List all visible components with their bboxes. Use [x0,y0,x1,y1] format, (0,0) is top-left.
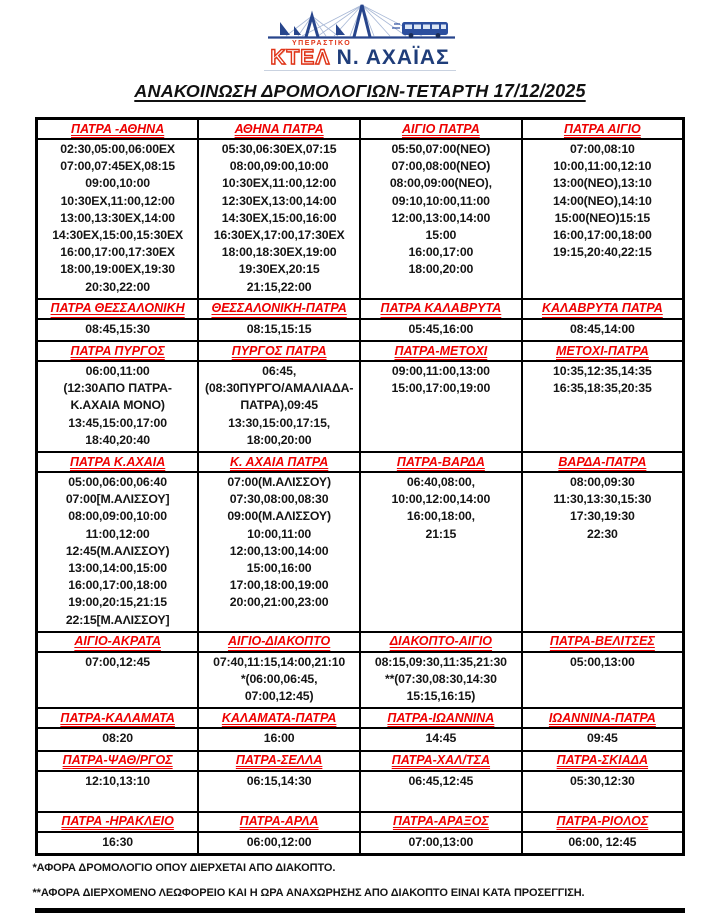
time-line: 16:30 [102,834,133,849]
time-line: 12:00,13:00,14:00 [229,543,329,558]
times-cell [198,832,360,855]
route-header: ΠΑΤΡΑ-ΚΑΛΑΜΑΤΑ [37,708,199,728]
ktel-logo [240,2,480,71]
time-line: Κ.ΑΧΑΙΑ ΜΟΝΟ) [70,398,165,413]
time-line: 13:30,15:00,17:15, [228,415,331,430]
time-line: 07:00,13:00 [408,834,474,849]
route-header: ΠΑΤΡΑ-ΧΑΛ/ΤΣΑ [360,751,522,771]
time-line: 09:45 [587,731,618,746]
time-line: 19:30EX,20:15 [238,262,320,277]
time-line: 16:00,17:00,18:00 [68,578,167,593]
time-line: 13:45,15:00,17:00 [68,415,167,430]
time-line: 15:00,17:00,19:00 [391,381,491,396]
time-line: 13:00,14:00,15:00 [68,561,167,576]
time-line: 08:00,09:30 [570,475,635,490]
time-line: 13:00(NEO),13:10 [552,176,652,191]
time-line: 09:00,10:00 [85,176,150,191]
times-cell [37,319,199,341]
time-line: 10:30EX,11:00,12:00 [60,193,175,208]
route-header-row [37,812,684,832]
time-line: 12:30EX,13:00,14:00 [221,193,337,208]
route-header: ΠΑΤΡΑ-ΜΕΤΟΧΙ [360,341,522,361]
time-line: 05:30,06:30EX,07:15 [221,142,337,156]
times-cell [522,139,684,299]
times-cell [37,771,199,812]
times-cell [198,139,360,299]
times-cell [37,361,199,452]
time-line: 07:40,11:15,14:00,21:10 [213,654,346,669]
route-header-row [37,299,684,319]
times-cell [360,139,522,299]
time-line: 10:30EX,11:00,12:00 [222,176,337,191]
route-header: ΠΑΤΡΑ ΘΕΣΣΑΛΟΝΙΚΗ [37,299,199,319]
timetable [35,117,685,856]
logo-ktel-text: ΚΤΕΛ [270,46,331,69]
time-line: **(07:30,08:30,14:30 [384,672,497,687]
bottom-divider-bar [35,908,685,913]
time-line: 06:00,12:00 [246,834,312,849]
time-line: 10:00,11:00,12:10 [553,159,652,174]
time-line: 16:00,18:00, [406,509,475,524]
route-header: ΚΑΛΑΜΑΤΑ-ΠΑΤΡΑ [198,708,360,728]
route-header-row [37,341,684,361]
times-cell [198,728,360,750]
times-cell [360,472,522,632]
time-line: (12:30ΑΠΟ ΠΑΤΡΑ- [63,381,172,396]
route-header: ΠΑΤΡΑ -ΑΘΗΝΑ [37,119,199,140]
route-header: ΠΑΤΡΑ-ΣΚΙΑΔΑ [522,751,684,771]
time-line: 09:00(Μ.ΑΛΙΣΣΟΥ) [227,509,331,524]
time-line: 07:30,08:00,08:30 [229,492,329,507]
times-cell [360,319,522,341]
time-line: 18:00,19:00EX,19:30 [60,262,175,277]
times-cell [37,728,199,750]
time-line: 06:45, [262,364,297,379]
time-line: 05:00,13:00 [570,654,635,669]
bus-icon [392,22,448,38]
times-cell [360,728,522,750]
time-line: 07:00,08:00(NEO) [391,159,491,174]
route-header-row [37,708,684,728]
times-cell [522,319,684,341]
time-line: 07:00,12:45) [244,689,314,704]
time-line: ΠΑΤΡΑ),09:45 [240,398,318,413]
time-line: 08:15,15:15 [246,321,312,336]
time-line: 15:15,16:15) [406,689,476,704]
time-line: 12:10,13:10 [85,773,150,788]
route-header: ΚΑΛΑΒΡΥΤΑ ΠΑΤΡΑ [522,299,684,319]
time-line: 02:30,05:00,06:00EX [60,142,175,156]
time-line: 22:15[Μ.ΑΛΙΣΣΟΥ] [65,612,170,627]
time-line: 18:40,20:40 [85,432,150,447]
time-line: 16:00,17:00 [408,245,474,260]
route-header: ΠΑΤΡΑ-ΙΩΑΝΝΙΝΑ [360,708,522,728]
times-row [37,771,684,812]
time-line: 12:45(Μ.ΑΛΙΣΣΟΥ) [65,543,170,558]
route-header: Κ. ΑΧΑΙΑ ΠΑΤΡΑ [198,452,360,472]
times-cell [360,771,522,812]
time-line: 16:00,17:00,17:30EX [60,245,175,260]
route-header: ΠΑΤΡΑ-ΣΕΛΛΑ [198,751,360,771]
time-line: 08:20 [102,731,133,746]
route-header: ΔΙΑΚΟΠΤΟ-ΑΙΓΙΟ [360,632,522,652]
times-cell [198,361,360,452]
time-line: 19:15,20:40,22:15 [553,245,652,260]
route-header-row [37,119,684,140]
times-row [37,139,684,299]
times-cell [37,652,199,709]
route-header: ΠΑΤΡΑ-ΑΡΛΑ [198,812,360,832]
route-header: ΠΑΤΡΑ-ΒΑΡΔΑ [360,452,522,472]
time-line: 05:50,07:00(NEO) [391,142,491,156]
time-line: 13:00,13:30EX,14:00 [60,210,175,225]
time-line: 11:30,13:30,15:30 [553,492,652,507]
times-cell [198,771,360,812]
times-row [37,472,684,632]
route-header: ΠΑΤΡΑ-ΡΙΟΛΟΣ [522,812,684,832]
time-line: 16:00 [263,731,295,746]
time-line: 11:00,12:00 [85,526,150,541]
time-line: 06:40,08:00, [406,475,475,490]
time-line: 18:00,20:00 [246,432,312,447]
route-header-row [37,632,684,652]
time-line: 10:35,12:35,14:35 [553,364,652,379]
times-row [37,319,684,341]
timetable-body [37,119,684,855]
route-header: ΜΕΤΟΧΙ-ΠΑΤΡΑ [522,341,684,361]
time-line: 09:00,11:00,13:00 [391,364,490,379]
time-line: 17:30,19:30 [570,509,635,524]
times-cell [37,832,199,855]
times-cell [522,652,684,709]
times-cell [360,832,522,855]
time-line: 16:30EX,17:00,17:30EX [213,228,345,243]
route-header: ΠΑΤΡΑ ΠΥΡΓΟΣ [37,341,199,361]
route-header: ΠΑΤΡΑ Κ.ΑΧΑΙΑ [37,452,199,472]
time-line: 08:00,09:00,10:00 [68,509,167,524]
time-line: 07:00,12:45 [85,654,150,669]
times-cell [198,472,360,632]
times-cell [37,472,199,632]
route-header: ΑΙΓΙΟ-ΔΙΑΚΟΠΤΟ [198,632,360,652]
time-line: 18:00,18:30EX,19:00 [221,245,337,260]
time-line: 14:30EX,15:00,16:00 [221,210,337,225]
route-header: ΠΑΤΡΑ-ΨΑΘ/ΡΓΟΣ [37,751,199,771]
time-line: 14:45 [425,731,457,746]
page-title: ΑΝΑΚΟΙΝΩΣΗ ΔΡΟΜΟΛΟΓΙΩΝ-ΤΕΤΑΡΤΗ 17/12/2025 [134,81,586,101]
time-line: 15:00 [425,228,457,243]
announcement-page [0,2,720,899]
times-cell [522,472,684,632]
time-line: 05:30,12:30 [570,773,635,788]
time-line: 18:00,20:00 [408,262,474,277]
route-header: ΑΘΗΝΑ ΠΑΤΡΑ [198,119,360,140]
time-line: 07:00,07:45EX,08:15 [60,159,175,174]
times-cell [522,361,684,452]
route-header: ΘΕΣΣΑΛΟΝΙΚΗ-ΠΑΤΡΑ [198,299,360,319]
time-line: 05:00,06:00,06:40 [68,475,167,490]
time-line: 10:00,12:00,14:00 [391,492,491,507]
time-line: 17:00,18:00,19:00 [229,578,329,593]
time-line: 20:30,22:00 [85,279,150,294]
times-row [37,832,684,855]
logo-region-text: Ν. ΑΧΑΪΑΣ [336,46,450,69]
time-line: 19:00,20:15,21:15 [68,595,167,610]
time-line: 20:00,21:00,23:00 [229,595,329,610]
time-line: 08:00,09:00,10:00 [229,159,329,174]
time-line: 05:45,16:00 [408,321,474,336]
time-line: 15:00(NEO)15:15 [554,210,651,225]
time-line: 08:45,14:00 [570,321,635,336]
time-line: (08:30ΠΥΡΓΟ/ΑΜΑΛΙΑΔΑ- [204,381,354,396]
time-line: 08:00,09:00(NEO), [389,176,492,191]
time-line: 14:30EX,15:00,15:30EX [52,228,184,243]
times-row [37,728,684,750]
time-line: *(06:00,06:45, [240,672,318,687]
time-line: 15:00,16:00 [246,561,312,576]
times-cell [360,361,522,452]
time-line: 06:15,14:30 [246,773,312,788]
route-header-row [37,452,684,472]
times-cell [37,139,199,299]
time-line: 21:15,22:00 [246,279,312,294]
times-row [37,361,684,452]
times-cell [198,319,360,341]
route-header: ΠΑΤΡΑ-ΒΕΛΙΤΣΕΣ [522,632,684,652]
time-line: 16:35,18:35,20:35 [553,381,652,396]
bridge-bus-logo-graphic [250,2,470,42]
time-line: 14:00(NEO),14:10 [552,193,652,208]
logo-top-label: ΥΠΕΡΑΣΤΙΚΟ [292,40,352,47]
time-line: 10:00,11:00 [247,526,312,541]
times-row [37,652,684,709]
route-header: ΠΑΤΡΑ-ΑΡΑΞΟΣ [360,812,522,832]
route-header: ΒΑΡΔΑ-ΠΑΤΡΑ [522,452,684,472]
times-cell [522,728,684,750]
route-header-row [37,751,684,771]
time-line: 21:15 [425,526,457,541]
times-cell [198,652,360,709]
route-header: ΑΙΓΙΟ-ΑΚΡΑΤΑ [37,632,199,652]
time-line: 22:30 [587,526,618,541]
times-cell [360,652,522,709]
time-line: 06:00, 12:45 [568,834,637,849]
footnote-diakopto: *ΑΦΟΡΑ ΔΡΟΜΟΛΟΓΙΟ ΟΠΟΥ ΔΙΕΡΧΕΤΑΙ ΑΠΟ ΔΙΑΚΟΠΤΟ. [32,861,336,874]
route-header: ΑΙΓΙΟ ΠΑΤΡΑ [360,119,522,140]
route-header: ΠΑΤΡΑ -ΗΡΑΚΛΕΙΟ [37,812,199,832]
route-header: ΠΑΤΡΑ ΑΙΓΙΟ [522,119,684,140]
time-line: 06:45,12:45 [408,773,474,788]
time-line: 09:10,10:00,11:00 [391,193,490,208]
time-line: 06:00,11:00 [85,364,150,379]
route-header: ΙΩΑΝΝΙΝΑ-ΠΑΤΡΑ [522,708,684,728]
time-line: 12:00,13:00,14:00 [391,210,491,225]
time-line: 08:15,09:30,11:35,21:30 [374,654,507,669]
times-cell [522,771,684,812]
times-cell [522,832,684,855]
time-line: 07:00(Μ.ΑΛΙΣΣΟΥ) [227,475,331,490]
time-line: 08:45,15:30 [85,321,150,336]
route-header: ΠΑΤΡΑ ΚΑΛΑΒΡΥΤΑ [360,299,522,319]
time-line: 07:00,08:10 [570,142,635,156]
time-line: 07:00[Μ.ΑΛΙΣΣΟΥ] [65,492,170,507]
footnote-passing-bus: **ΑΦΟΡΑ ΔΙΕΡΧΟΜΕΝΟ ΛΕΩΦΟΡΕΙΟ ΚΑΙ Η ΩΡΑ ΑΝΑΧΩΡΗΣΗΣ ΑΠΟ ΔΙΑΚΟΠΤΟ ΕΙΝΑΙ ΚΑΤΑ ΠΡΟΣΕΓΓΙΣΗ. [32,886,585,899]
logo-brand-name [264,47,455,71]
route-header: ΠΥΡΓΟΣ ΠΑΤΡΑ [198,341,360,361]
time-line: 16:00,17:00,18:00 [553,228,652,243]
